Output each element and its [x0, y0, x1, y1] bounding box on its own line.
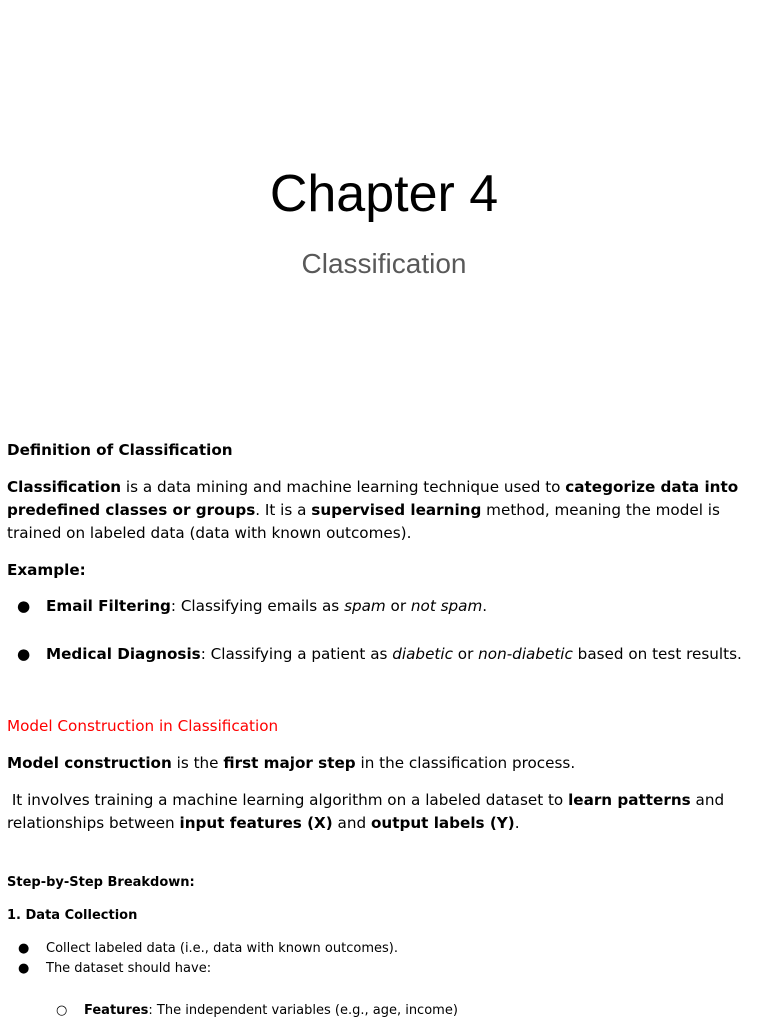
definition-heading: Definition of Classification — [7, 441, 233, 459]
chapter-title: Chapter 4 — [269, 165, 499, 223]
features-term: Features — [84, 1003, 149, 1018]
term-classification: Classification — [7, 478, 122, 496]
text-fragment: in the classification process. — [355, 754, 576, 772]
bold-phrase: Model construction — [7, 754, 172, 772]
bold-phrase: categorize data into predefined classes or groups — [7, 478, 739, 519]
bullet-icon: ● — [18, 941, 30, 956]
text-fragment: : Classifying emails as — [170, 597, 345, 615]
model-construction-heading: Model Construction in Classification — [7, 717, 279, 735]
text-fragment: . It is a — [255, 501, 312, 519]
text-fragment: . — [514, 814, 520, 832]
model-construction-paragraph-2 — [7, 789, 757, 835]
features-sub-bullet — [56, 1001, 458, 1021]
text-fragment: It involves training a machine learning algorithm on a labeled dataset to — [7, 791, 569, 809]
text-fragment: or — [385, 597, 411, 615]
breakdown-heading: Step-by-Step Breakdown: — [7, 875, 195, 890]
chapter-subtitle: Classification — [301, 248, 467, 279]
bold-phrase: first major step — [223, 754, 356, 772]
text-fragment: and relationships between — [7, 791, 729, 832]
text-fragment: based on test results. — [572, 645, 742, 663]
italic-word: non-diabetic — [478, 645, 573, 663]
italic-word: spam — [344, 597, 386, 615]
step1-bullet-item — [18, 959, 212, 979]
example-term: Medical Diagnosis — [46, 645, 201, 663]
example-item-medical — [17, 643, 742, 666]
text-fragment: . — [482, 597, 488, 615]
bullet-text: Collect labeled data (i.e., data with known outcomes). — [46, 941, 398, 956]
text-fragment: or — [452, 645, 479, 663]
example-label: Example: — [7, 561, 86, 579]
bold-phrase: supervised learning — [311, 501, 482, 519]
bullet-text: The dataset should have: — [46, 961, 212, 976]
example-term: Email Filtering — [46, 597, 171, 615]
step1-heading: 1. Data Collection — [7, 908, 138, 923]
italic-word: diabetic — [392, 645, 453, 663]
text-fragment: is the — [171, 754, 224, 772]
bold-phrase: output labels (Y) — [370, 814, 515, 832]
bold-phrase: learn patterns — [568, 791, 691, 809]
italic-word: not spam — [410, 597, 483, 615]
text-fragment: : Classifying a patient as — [200, 645, 393, 663]
definition-paragraph — [7, 476, 757, 545]
bold-phrase: input features (X) — [179, 814, 333, 832]
example-item-email — [17, 595, 488, 618]
text-fragment: method, meaning the model is trained on labeled data (data with known outcomes). — [7, 501, 720, 542]
text-fragment: and — [332, 814, 371, 832]
step1-bullet-item — [18, 939, 398, 959]
bullet-text: : The independent variables (e.g., age, income) — [148, 1003, 458, 1018]
hollow-bullet-icon: ○ — [56, 1003, 68, 1018]
text-fragment: is a data mining and machine learning technique used to — [121, 478, 566, 496]
bullet-icon: ● — [18, 961, 30, 976]
bullet-icon: ● — [17, 645, 31, 663]
bullet-icon: ● — [17, 597, 31, 615]
model-construction-paragraph-1 — [7, 752, 757, 775]
